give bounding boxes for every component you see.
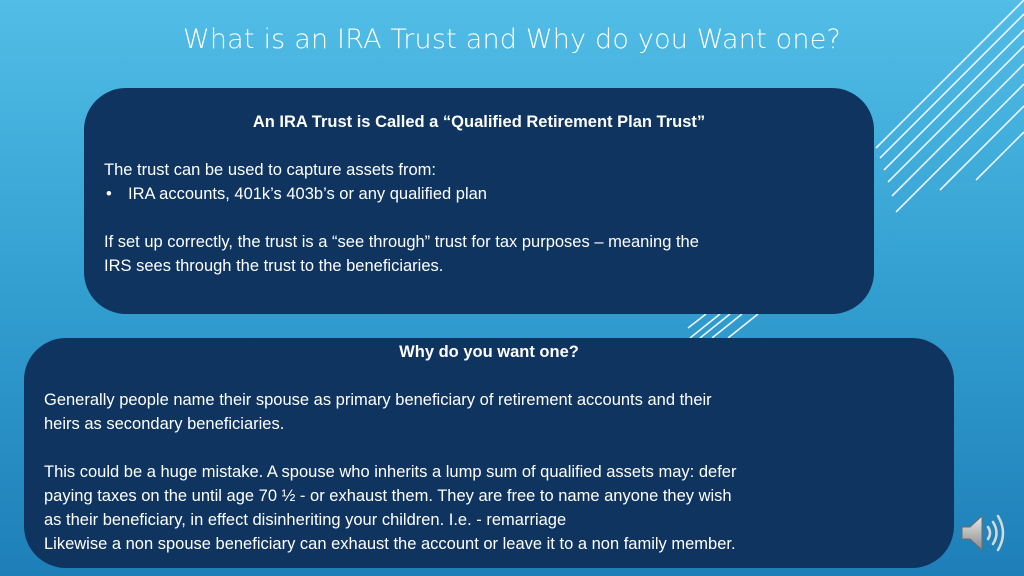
- spacer: [104, 206, 854, 230]
- intro-text: The trust can be used to capture assets from:: [104, 161, 436, 179]
- spacer: [104, 134, 854, 158]
- panel-heading: Why do you want one?: [399, 343, 579, 361]
- mistake-text-line4: Likewise a non spouse beneficiary can exhaust the account or leave it to a non family member.: [44, 535, 736, 553]
- beneficiary-text-line1: Generally people name their spouse as primary beneficiary of retirement accounts and their: [44, 391, 712, 409]
- mistake-text-line3: as their beneficiary, in effect disinheriting your children. I.e. - remarriage: [44, 511, 567, 529]
- slide-title: What is an IRA Trust and Why do you Want one?: [182, 24, 842, 55]
- bullet-text: IRA accounts, 401k’s 403b’s or any qualified plan: [128, 185, 487, 203]
- see-through-text-line2: IRS sees through the trust to the beneficiaries.: [104, 257, 444, 275]
- ira-trust-definition-panel: [84, 88, 874, 314]
- spacer: [44, 436, 934, 460]
- spacer: [44, 364, 934, 388]
- see-through-text-line1: If set up correctly, the trust is a “see through” trust for tax purposes – meaning the: [104, 233, 699, 251]
- why-want-one-panel: [24, 338, 954, 568]
- bullet-marker: •: [106, 185, 112, 203]
- bullet-item: [104, 182, 854, 206]
- panel-heading: An IRA Trust is Called a “Qualified Retirement Plan Trust”: [252, 113, 706, 131]
- mistake-text-line2: paying taxes on the until age 70 ½ - or exhaust them. They are free to name anyone they wish: [44, 487, 732, 505]
- speaker-icon[interactable]: [958, 510, 1012, 556]
- mistake-text-line1: This could be a huge mistake. A spouse who inherits a lump sum of qualified assets may: defer: [44, 463, 737, 481]
- beneficiary-text-line2: heirs as secondary beneficiaries.: [44, 415, 285, 433]
